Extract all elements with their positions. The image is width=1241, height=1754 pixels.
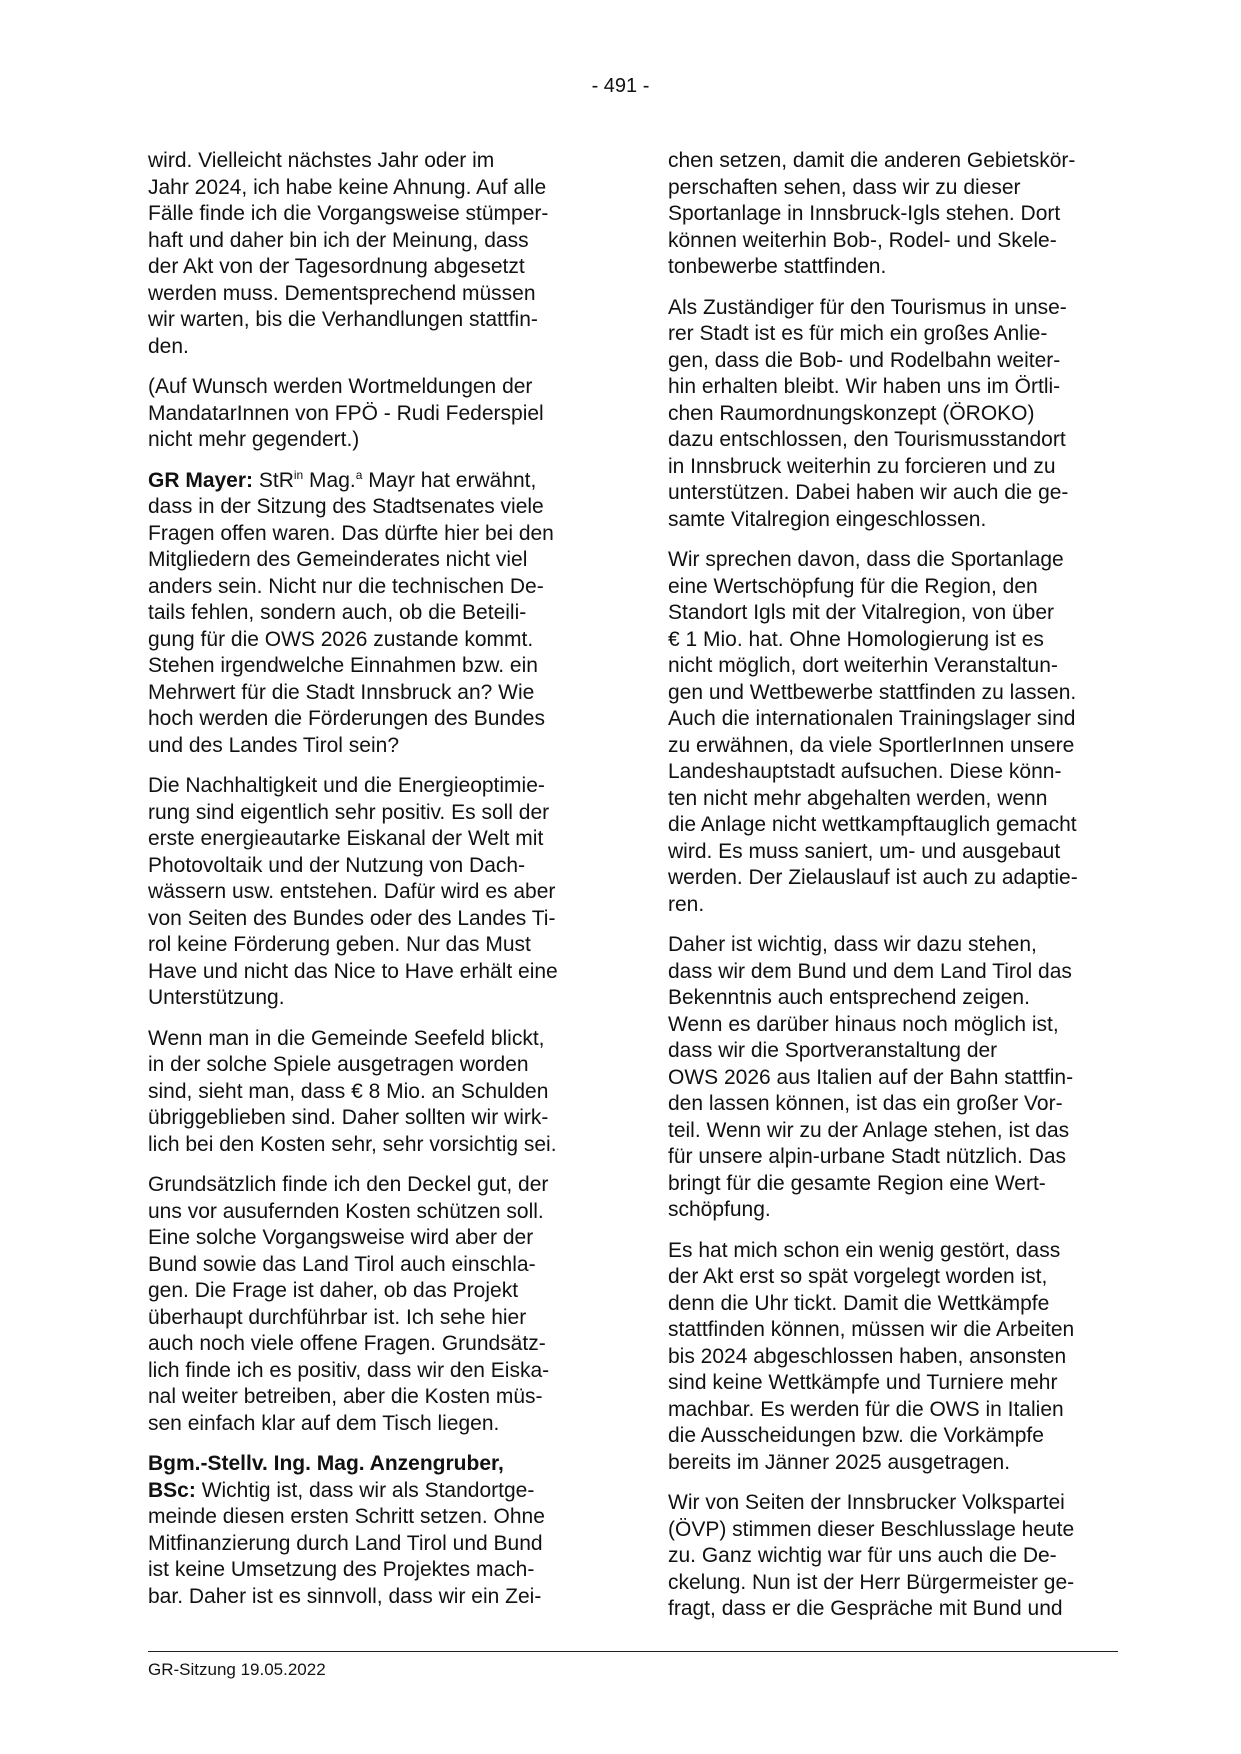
speech-text: Wichtig ist, dass wir als Standortge- meinde diesen ersten Schritt setzen. Ohne Mitfinanzierung durch Land Tirol und Bund ist keine Umsetzung des Projektes mach- bar. Daher ist es sinnvoll, dass wir ein Zei-: [148, 1478, 545, 1608]
speaker-name: GR Mayer:: [148, 468, 254, 492]
editorial-note: (Auf Wunsch werden Wortmeldungen der MandatarInnen von FPÖ - Rudi Federspiel nicht mehr gegendert.): [148, 375, 544, 451]
footer-divider: [148, 1651, 1118, 1652]
paragraph: Wenn man in die Gemeinde Seefeld blickt, in der solche Spiele ausgetragen worden sind, sieht man, dass € 8 Mio. an Schulden übriggeblieben sind. Daher sollten wir wirk- lich bei den Kosten sehr, sehr vorsichtig sei.: [148, 1026, 557, 1156]
paragraph: chen setzen, damit die anderen Gebietskör- perschaften sehen, dass wir zu dieser Sportanlage in Innsbruck-Igls stehen. Dort können weiterhin Bob-, Rodel- und Skele- tonbewerbe stattfinden.: [668, 149, 1076, 278]
speech-anzengruber: [148, 1451, 598, 1610]
right-column: [668, 148, 1118, 1637]
footer-session-date: GR-Sitzung 19.05.2022: [148, 1660, 326, 1679]
speech-gr-mayer: [148, 468, 598, 760]
speaker-name: Bgm.-Stellv. Ing. Mag. Anzengruber, BSc:: [148, 1452, 504, 1502]
paragraph: Wir von Seiten der Innsbrucker Volkspartei (ÖVP) stimmen dieser Beschlusslage heute zu. Ganz wichtig war für uns auch die De- ckelung. Nun ist der Herr Bürgermeister ge- fragt, dass er die Gespräche mit Bund und: [668, 1491, 1075, 1620]
left-column: [148, 148, 598, 1624]
paragraph: wird. Vielleicht nächstes Jahr oder im Jahr 2024, ich habe keine Ahnung. Auf alle Fälle finde ich die Vorgangsweise stümper- haft und daher bin ich der Meinung, dass der Akt von der Tagesordnung abgesetzt werden muss. Dementsprechend müssen wir warten, bis die Verhandlungen stattfin- den.: [148, 149, 549, 358]
paragraph: Es hat mich schon ein wenig gestört, dass der Akt erst so spät vorgelegt worden ist, denn die Uhr tickt. Damit die Wettkämpfe stattfinden können, müssen wir die Arbeiten bis 2024 abgeschlossen haben, ansonsten sind keine Wettkämpfe und Turniere mehr machbar. Es werden für die OWS in Italien die Ausscheidungen bzw. die Vorkämpfe bereits im Jänner 2025 ausgetragen.: [668, 1238, 1075, 1474]
title-text: Mag.: [303, 468, 356, 492]
superscript: in: [293, 467, 304, 482]
paragraph: Wir sprechen davon, dass die Sportanlage eine Wertschöpfung für die Region, den Standort Igls mit der Vitalregion, von über € 1 Mio. hat. Ohne Homologierung ist es nicht möglich, dort weiterhin Veranstaltun- gen und Wettbewerbe stattfinden zu lassen. Auch die internationalen Trainingslager sind zu erwähnen, da viele SportlerInnen unsere Landeshauptstadt aufsuchen. Diese könn- ten nicht mehr abgehalten werden, wenn die Anlage nicht wettkampftauglich gemacht wird. Es muss saniert, um- und ausgebaut werden. Der Zielauslauf ist auch zu adaptie- ren.: [668, 548, 1078, 916]
paragraph: Als Zuständiger für den Tourismus in unse- rer Stadt ist es für mich ein großes Anlie- gen, dass die Bob- und Rodelbahn weiter- hin erhalten bleibt. Wir haben uns im Örtli- chen Raumordnungskonzept (ÖROKO) dazu entschlossen, den Tourismusstandort in Innsbruck weiterhin zu forcieren und zu unterstützen. Dabei haben wir auch die ge- samte Vitalregion eingeschlossen.: [668, 295, 1069, 531]
paragraph: Daher ist wichtig, dass wir dazu stehen, dass wir dem Bund und dem Land Tirol das Bekenntnis auch entsprechend zeigen. Wenn es darüber hinaus noch möglich ist, dass wir die Sportveranstaltung der OWS 2026 aus Italien auf der Bahn stattfin- den lassen können, ist das ein großer Vor- teil. Wenn wir zu der Anlage stehen, ist das für unsere alpin-urbane Stadt nützlich. Das bringt für die gesamte Region eine Wert- schöpfung.: [668, 933, 1074, 1221]
superscript: a: [355, 467, 363, 482]
page-number: - 491 -: [591, 75, 650, 97]
paragraph: Die Nachhaltigkeit und die Energieoptimie- rung sind eigentlich sehr positiv. Es soll der erste energieautarke Eiskanal der Welt mit Photovoltaik und der Nutzung von Dach- wässern usw. entstehen. Dafür wird es aber von Seiten des Bundes oder des Landes Ti- rol keine Förderung geben. Nur das Must Have und nicht das Nice to Have erhält eine Unterstützung.: [148, 774, 558, 1009]
title-text: StR: [253, 468, 294, 492]
paragraph: Grundsätzlich finde ich den Deckel gut, der uns vor ausufernden Kosten schützen soll. Eine solche Vorgangsweise wird aber der Bund sowie das Land Tirol auch einschla- gen. Die Frage ist daher, ob das Projekt überhaupt durchführbar ist. Ich sehe hier auch noch viele offene Fragen. Grundsätz- lich finde ich es positiv, dass wir den Eiska- nal weiter betreiben, aber die Kosten müs- sen einfach klar auf dem Tisch liegen.: [148, 1173, 550, 1435]
speech-text: Mayr hat erwähnt, dass in der Sitzung des Stadtsenates viele Fragen offen waren. Das dürfte hier bei den Mitgliedern des Gemeinderates nicht viel anders sein. Nicht nur die technischen De- tails fehlen, sondern auch, ob die Beteili- gung für die OWS 2026 zustande kommt. Stehen irgendwelche Einnahmen bzw. ein Mehrwert für die Stadt Innsbruck an? Wie hoch werden die Förderungen des Bundes und des Landes Tirol sein?: [148, 468, 554, 757]
